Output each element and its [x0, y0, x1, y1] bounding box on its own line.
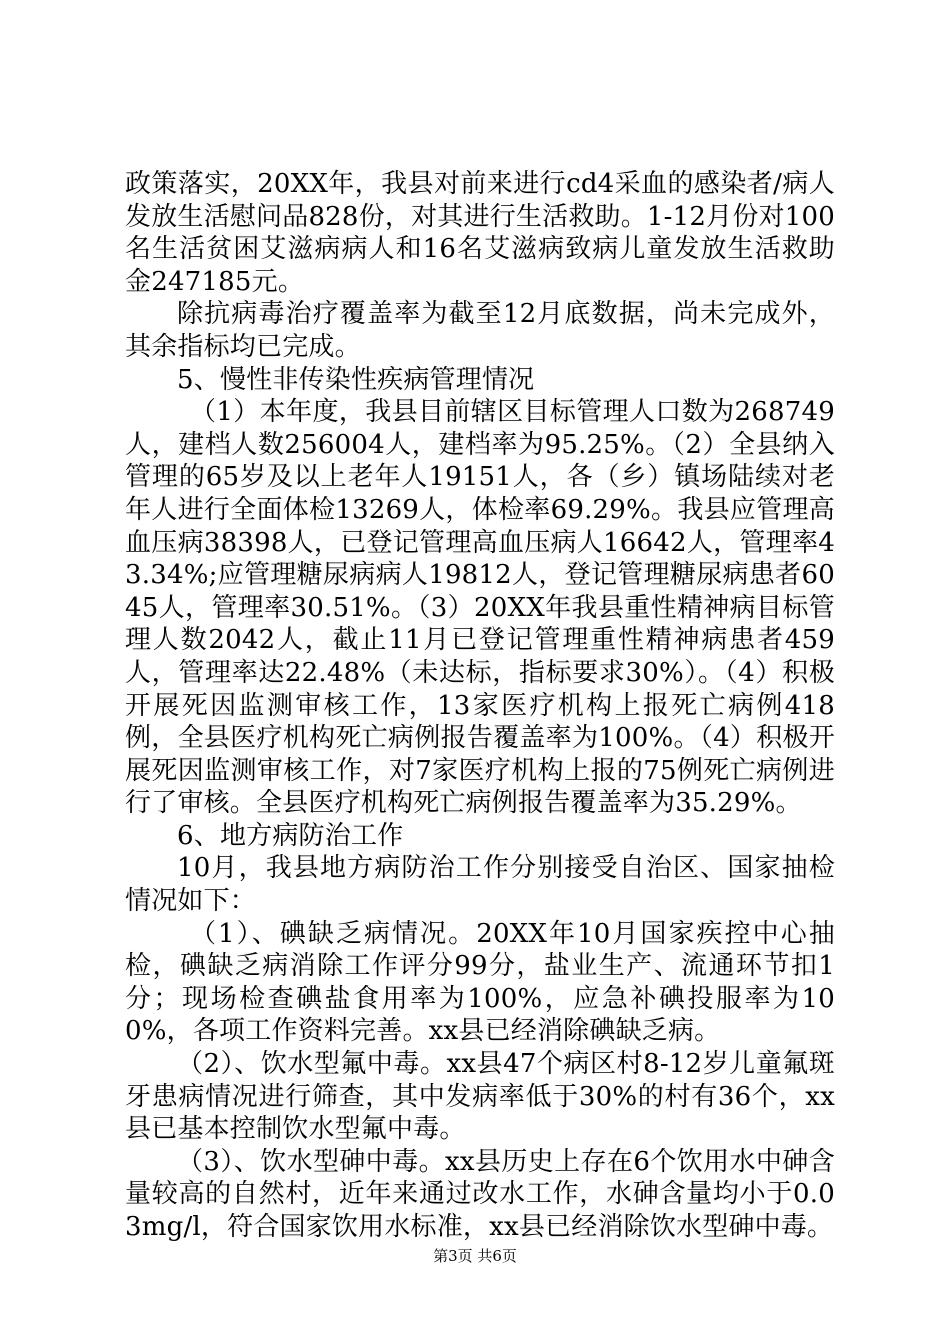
paragraph-arsenic-poisoning: （3）、饮水型砷中毒。xx县历史上存在6个饮用水中砷含量较高的自然村，近年来通过改水工作，水砷含量均小于0.03mg/l，符合国家饮用水标准，xx县已经消除饮水型砷中毒。: [125, 1146, 835, 1242]
paragraph-chronic-disease-management: （1）本年度，我县目前辖区目标管理人口数为268749人，建档人数256004人，建档率为95.25%。（2）全县纳入管理的65岁及以上老年人19151人，各（乡）镇场陆续对老年人进行全面体检13269人，体检率69.29%。我县应管理高血压病38398人，已登记管理高血压病人16642人，管理率43.34%;应管理糖尿病病人19812人，登记管理糖尿病患者6045人，管理率30.51%。（3）20XX年我县重性精神病目标管理人数2042人，截止11月已登记管理重性精神病患者459人，管理率达22.48%（未达标，指标要求30%）。（4）积极开展死因监测审核工作，13家医疗机构上报死亡病例418例，全县医疗机构死亡病例报告覆盖率为100%。（4）积极开展死因监测审核工作，对7家医疗机构上报的75例死亡病例进行了审核。全县医疗机构死亡病例报告覆盖率为35.29%。: [125, 397, 835, 819]
paragraph-iodine-deficiency: （1）、碘缺乏病情况。20XX年10月国家疾控中心抽检，碘缺乏病消除工作评分99分，盐业生产、流通环节扣1分；现场检查碘盐食用率为100%，应急补碘投服率为100%，各项工作资料完善。xx县已经消除碘缺乏病。: [125, 918, 835, 1047]
page-number-footer: 第3页 共6页: [433, 1247, 517, 1265]
paragraph-relief-policy: 政策落实，20XX年，我县对前来进行cd4采血的感染者/病人发放生活慰问品828份，对其进行生活救助。1-12月份对100名生活贫困艾滋病病人和16名艾滋病致病儿童发放生活救助金247185元。: [125, 169, 835, 297]
paragraph-indicators-summary: 除抗病毒治疗覆盖率为截至12月底数据，尚未完成外，其余指标均已完成。: [125, 299, 835, 362]
paragraph-endemic-inspection: 10月，我县地方病防治工作分别接受自治区、国家抽检情况如下：: [125, 853, 835, 917]
section-heading-endemic-disease: 6、地方病防治工作: [177, 820, 404, 851]
section-heading-chronic-disease: 5、慢性非传染性疾病管理情况: [177, 364, 535, 395]
document-body: [125, 168, 835, 1244]
paragraph-fluorosis: （2）、饮水型氟中毒。xx县47个病区村8-12岁儿童氟斑牙患病情况进行筛查，其中发病率低于30%的村有36个，xx县已基本控制饮水型氟中毒。: [125, 1049, 835, 1145]
